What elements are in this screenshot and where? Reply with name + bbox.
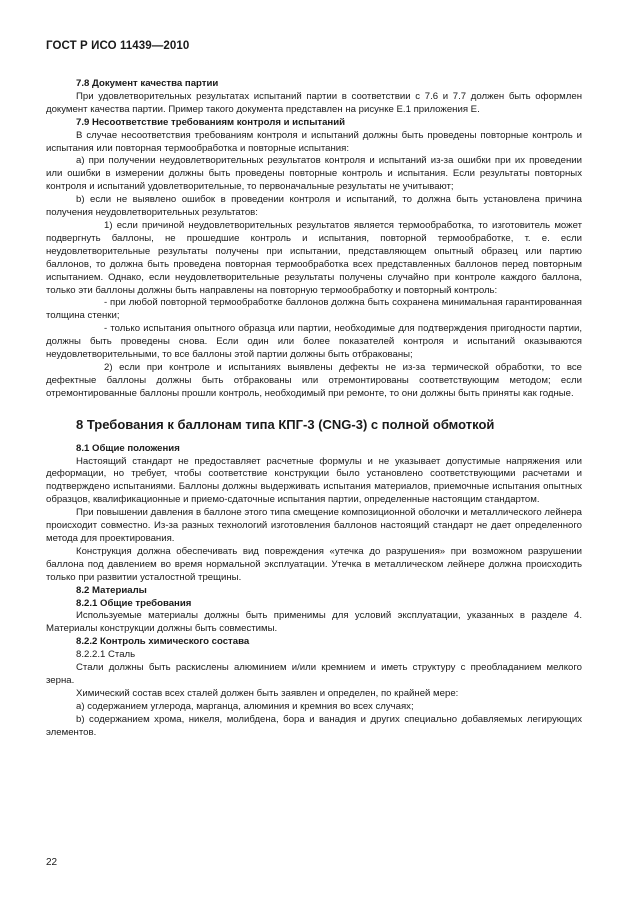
paragraph: При удовлетворительных результатах испытаний партии в соответствии с 7.6 и 7.7 должен быть оформлен документ качества партии. Пример такого документа представлен на рисунке Е.1 приложения Е. [46,90,582,115]
paragraph: 2) если при контроле и испытаниях выявлены дефекты не из-за термической обработки, то все дефектные баллоны должны быть отбракованы или отремонтированы соответствующим методом; если отремонтированные баллоны прошли контроль, необходимый при ремонте, то они должны быть приняты как годные. [46,361,582,399]
subsection-heading: 7.8 Документ качества партии [76,78,219,89]
document-header: ГОСТ Р ИСО 11439—2010 [46,40,190,52]
paragraph: Настоящий стандарт не предоставляет расчетные формулы и не указывает допустимые напряжения или деформации, но требует, чтобы соответствие конструкции было установлено соответствующими расчетами и подтверждено испытаниями. Баллоны должны выдерживать испытания материалов, приемочные испытания опытных образцов, квалификационные и приемо-сдаточные испытания партии, определенные настоящим стандартом. [46,455,582,506]
paragraph: а) при получении неудовлетворительных результатов контроля и испытаний из-за ошибки при их проведении или ошибки в измерении должны быть проведены повторные контроль и испытания. Если результаты повторных контроля и испытаний удовлетворительные, то первоначальные результаты не учитывают; [46,155,582,193]
paragraph: b) содержанием хрома, никеля, молибдена, бора и ванадия и других специально добавляемых легирующих элементов. [46,713,582,738]
subsection-heading: 8.2 Материалы [76,584,147,596]
subsection-heading: 8.2.1 Общие требования [76,597,192,609]
document-body [46,78,582,740]
paragraph: - только испытания опытного образца или партии, необходимые для подтверждения пригодности партии, должны быть проведены снова. Если один или более показателей контроля и испытаний оказываются неудовлетворительными, то все баллоны этой партии должны быть отбракованы; [46,323,582,361]
page-number: 22 [46,857,58,868]
paragraph: В случае несоответствия требованиям контроля и испытаний должны быть проведены повторные контроль и испытания или повторная термообработка и повторные испытания: [46,129,582,154]
paragraph: При повышении давления в баллоне этого типа смещение композиционной оболочки и металлического лейнера происходит совместно. Из-за разных технологий изготовления баллонов настоящий стандарт не дает определенного метода для проектирования. [46,507,582,544]
paragraph: Химический состав всех сталей должен быть заявлен и определен, по крайней мере: [76,687,459,699]
subsection-heading: 8.2.2 Контроль химического состава [76,636,250,648]
paragraph: 8.2.2.1 Сталь [76,649,136,661]
paragraph: 1) если причиной неудовлетворительных результатов является термообработка, то изготовитель может подвергнуть баллоны, не прошедшие контроль и испытания, повторной термообработке, т. е. если неудовлетворительные результаты получены при испытании, представляющем опытный образец или партию баллонов, то должна быть проведена повторная термообработка всех представленных баллонов перед повторным испытанием. Однако, если неудовлетворительные результаты получены случайно при контроле каждого баллона, только эти баллоны должны быть направлены на повторную термообработку и повторный контроль: [46,219,582,296]
paragraph: - при любой повторной термообработке баллонов должна быть сохранена минимальная гарантированная толщина стенки; [46,297,582,322]
subsection-heading: 8.1 Общие положения [76,442,180,454]
paragraph: Стали должны быть раскислены алюминием и/или кремнием и иметь структуру с преобладанием мелкого зерна. [46,662,582,686]
subsection-heading: 7.9 Несоответствие требованиям контроля и испытаний [76,116,346,128]
paragraph: Используемые материалы должны быть применимы для условий эксплуатации, указанных в разделе 4. Материалы конструкции должны быть совместимы. [46,610,582,635]
paragraph: Конструкция должна обеспечивать вид повреждения «утечка до разрушения» при возможном разрушении баллона под давлением во время нормальной эксплуатации. Утечка в металлическом лейнере должна происходить только при развитии усталостной трещины. [46,545,582,583]
paragraph: b) если не выявлено ошибок в проведении контроля и испытаний, то должна быть установлена причина получения неудовлетворительных результатов: [46,194,582,219]
paragraph: а) содержанием углерода, марганца, алюминия и кремния во всех случаях; [76,700,414,712]
section-heading: 8 Требования к баллонам типа КПГ-3 (CNG-3) с полной обмоткой [76,416,495,432]
